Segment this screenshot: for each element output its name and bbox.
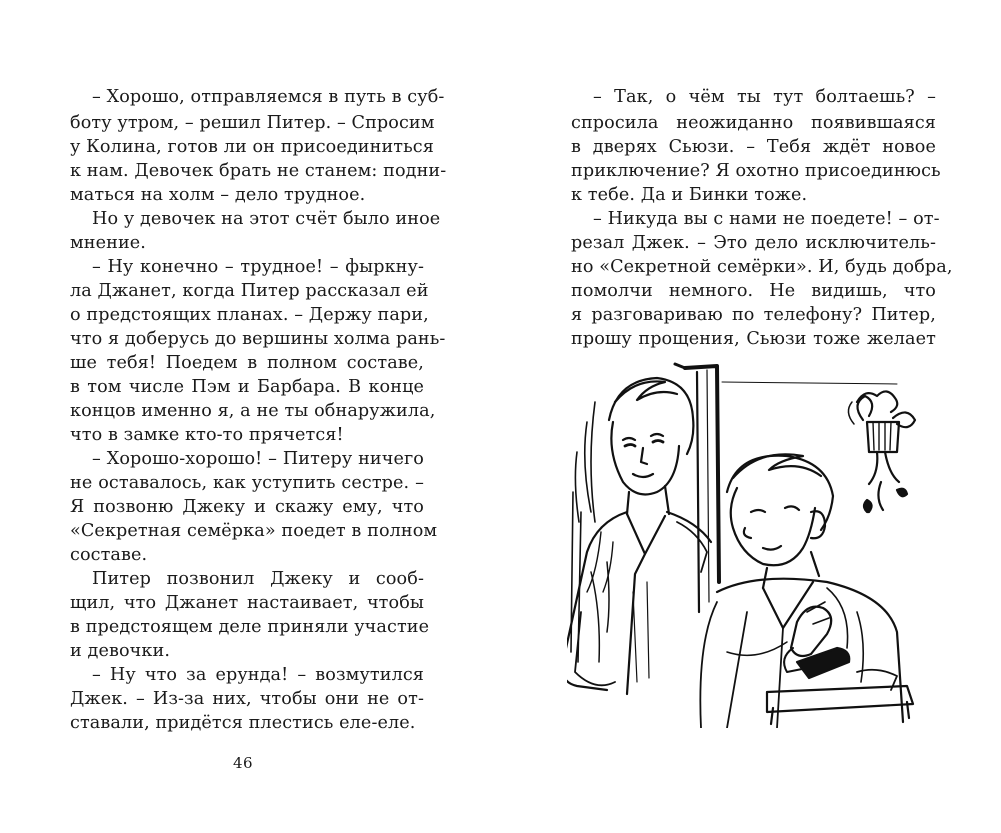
text-line: Я позвоню Джеку и скажу ему, что: [70, 497, 424, 517]
text-line: ше тебя! Поедем в полном составе,: [70, 353, 424, 373]
wall-sconce-icon: [848, 391, 915, 512]
text-line: о предстоящих планах. – Держу пари,: [70, 305, 429, 325]
text-line: я разговариваю по телефону? Питер,: [571, 305, 936, 325]
text-line: – Хорошо, отправляемся в путь в суб-: [92, 87, 445, 107]
text-line: у Колина, готов ли он присоединиться: [70, 137, 434, 157]
text-line: приключение? Я охотно присоединюсь: [571, 161, 941, 181]
shadow-hatching: [571, 402, 595, 662]
text-line: прошу прощения, Сьюзи тоже желает: [571, 329, 936, 349]
text-line: концов именно я, а не ты обнаружила,: [70, 401, 436, 421]
door-frame: [675, 364, 897, 612]
text-line: резал Джек. – Это дело исключитель-: [571, 233, 936, 253]
text-line: ставали, придётся плестись еле-еле.: [70, 713, 416, 733]
text-line: – Ну что за ерунда! – возмутился: [92, 665, 424, 685]
text-line: – Так, о чём ты тут болтаешь? –: [593, 87, 936, 107]
text-line: – Никуда вы с нами не поедете! – от-: [593, 209, 940, 229]
telephone-table: [767, 648, 913, 724]
page-number: 46: [233, 754, 254, 772]
text-line: щил, что Джанет настаивает, чтобы: [70, 593, 424, 613]
text-line: к тебе. Да и Бинки тоже.: [571, 185, 808, 205]
left-page: [0, 0, 500, 833]
text-line: в том числе Пэм и Барбара. В конце: [70, 377, 424, 397]
text-line: Но у девочек на этот счёт было иное: [92, 209, 441, 229]
text-line: ла Джанет, когда Питер рассказал ей: [70, 281, 429, 301]
text-line: Джек. – Из-за них, чтобы они не от-: [70, 689, 424, 709]
text-line: боту утром, – решил Питер. – Спросим: [70, 113, 435, 133]
girl-figure: [567, 378, 711, 694]
text-line: и девочки.: [70, 641, 171, 661]
text-line: что я доберусь до вершины холма рань-: [70, 329, 446, 349]
text-line: – Хорошо-хорошо! – Питеру ничего: [92, 449, 424, 469]
illustration: [567, 362, 947, 728]
text-line: к нам. Девочек брать не станем: подни-: [70, 161, 447, 181]
text-line: Питер позвонил Джеку и сооб-: [92, 569, 424, 589]
text-line: в дверях Сьюзи. – Тебя ждёт новое: [571, 137, 936, 157]
text-line: что в замке кто-то прячется!: [70, 425, 344, 445]
text-line: спросила неожиданно появившаяся: [571, 113, 936, 133]
text-line: помолчи немного. Не видишь, что: [571, 281, 936, 301]
text-line: не оставалось, как уступить сестре. –: [70, 473, 424, 493]
text-line: в предстоящем деле приняли участие: [70, 617, 430, 637]
text-line: составе.: [70, 545, 148, 565]
text-line: но «Секретной семёрки». И, будь добра,: [571, 257, 953, 277]
text-line: мнение.: [70, 233, 146, 253]
text-line: – Ну конечно – трудное! – фыркну-: [92, 257, 424, 277]
text-line: «Секретная семёрка» поедет в полном: [70, 521, 438, 541]
text-line: маться на холм – дело трудное.: [70, 185, 366, 205]
